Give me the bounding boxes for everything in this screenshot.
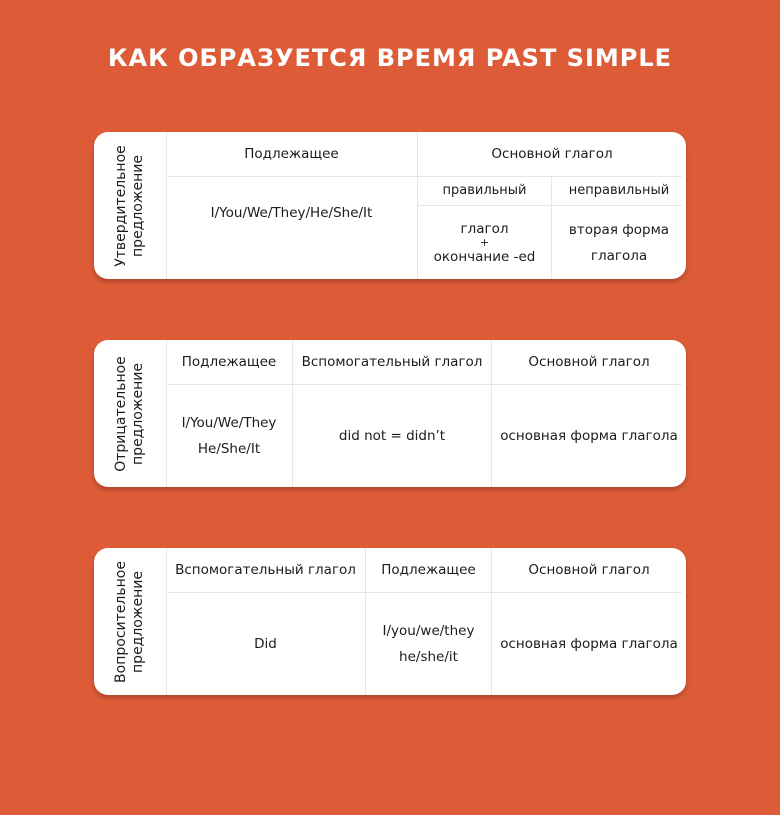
side-label-line1: Вопросительное <box>113 560 129 683</box>
subject-value <box>366 593 491 695</box>
header-auxiliary-verb: Вспомогательный глагол <box>301 354 483 370</box>
side-label-line1: Отрицательное <box>113 355 129 472</box>
page-title: КАК ОБРАЗУЕТСЯ ВРЕМЯ PAST SIMPLE <box>107 44 673 72</box>
regular-rule-line1: глагол <box>460 220 509 237</box>
affirmative-table <box>94 132 686 279</box>
side-label-line2: предложение <box>130 570 146 673</box>
irregular-rule-line2: глагола <box>590 247 648 264</box>
subject-value-line2: He/She/It <box>197 441 261 457</box>
question-side-label <box>94 548 167 695</box>
header-auxiliary-verb: Вспомогательный глагол <box>175 562 356 578</box>
header-irregular: неправильный <box>568 182 670 198</box>
subject-value-line1: I/you/we/they <box>382 623 475 639</box>
auxiliary-value: Did <box>254 636 277 652</box>
irregular-rule-line1: вторая форма <box>568 221 670 238</box>
negative-side-label <box>94 340 167 487</box>
regular-rule-line2: + <box>479 235 490 249</box>
regular-rule <box>418 206 551 279</box>
header-subject: Подлежащее <box>381 562 476 578</box>
side-label-line1: Утвердительное <box>113 144 129 267</box>
header-main-verb: Основной глагол <box>491 146 613 162</box>
auxiliary-value: did not = didn’t <box>338 428 446 444</box>
negative-table <box>94 340 686 487</box>
affirmative-side-label <box>94 132 167 279</box>
irregular-rule <box>552 206 686 279</box>
header-regular: правильный <box>442 182 527 198</box>
header-main-verb: Основной глагол <box>528 354 650 370</box>
main-verb-value: основная форма глагола <box>500 636 678 652</box>
header-main-verb: Основной глагол <box>528 562 650 578</box>
question-table <box>94 548 686 695</box>
subject-value <box>166 385 292 487</box>
subject-value-line2: he/she/it <box>399 649 458 665</box>
side-label-line2: предложение <box>130 154 146 257</box>
subject-value: I/You/We/They/He/She/It <box>210 204 373 221</box>
side-label-line2: предложение <box>130 362 146 465</box>
regular-rule-line3: окончание -ed <box>433 248 536 265</box>
main-verb-value: основная форма глагола <box>500 428 678 444</box>
header-subject: Подлежащее <box>244 146 339 162</box>
header-subject: Подлежащее <box>181 354 277 370</box>
subject-value-line1: I/You/We/They <box>181 415 277 431</box>
